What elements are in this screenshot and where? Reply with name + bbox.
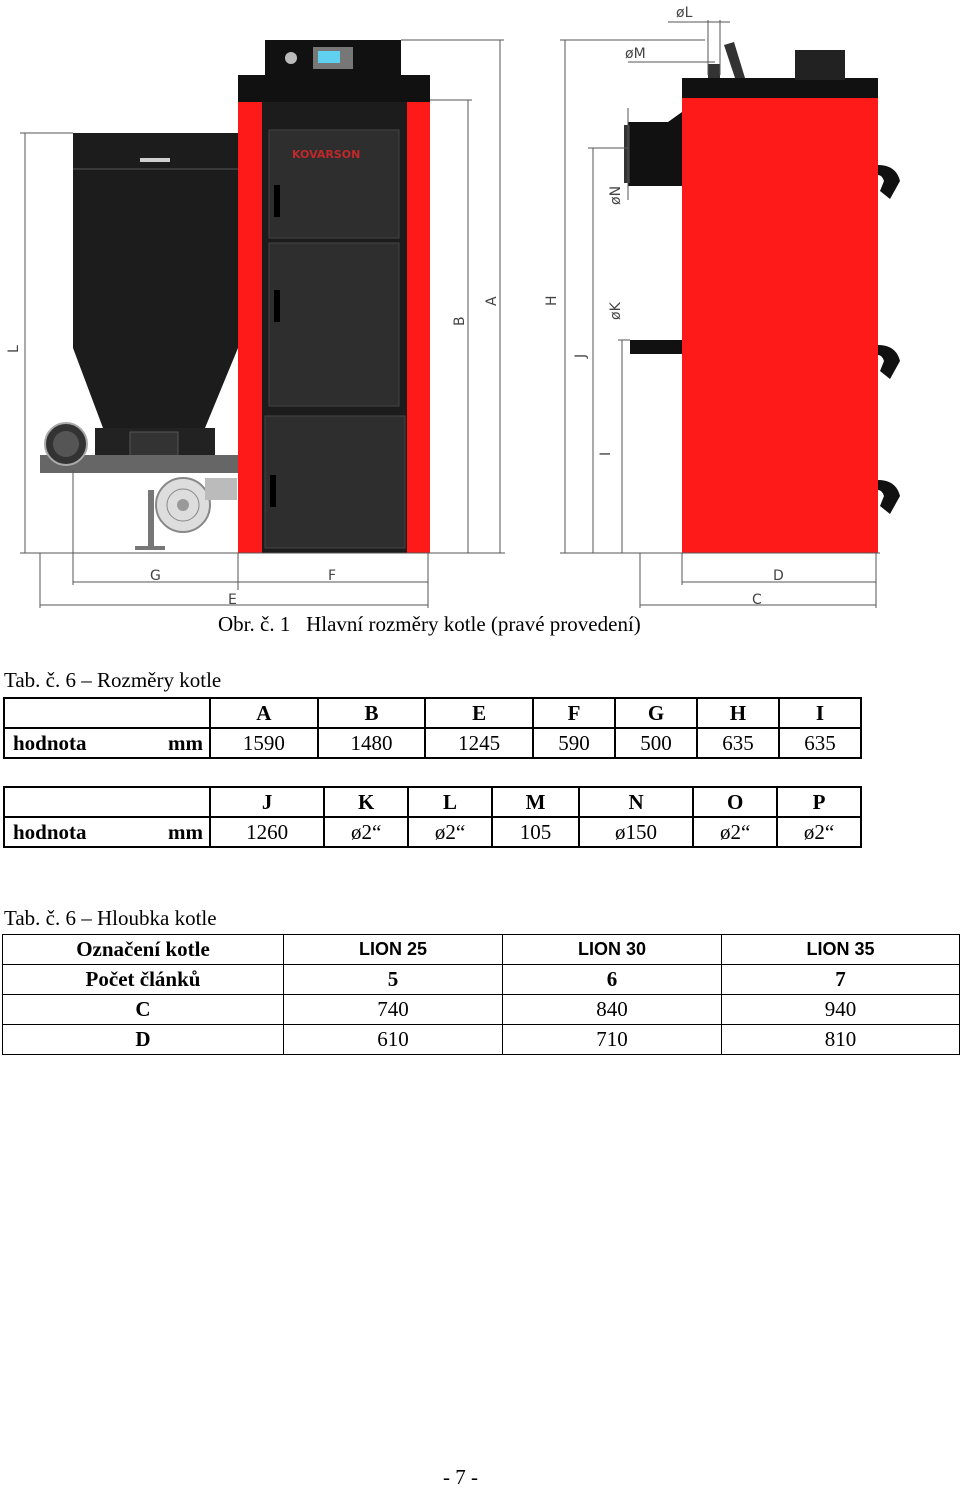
header-cell: E [425,698,533,728]
model-header: LION 35 [722,935,960,965]
depth-table [2,934,960,1055]
row-label: hodnota [4,817,155,847]
dim-D-label: D [773,568,784,584]
header-cell: J [210,787,324,817]
value-cell: 105 [492,817,579,847]
value-cell: 1245 [425,728,533,758]
page-number: - 7 - [443,1465,478,1489]
dim-H-label: H [544,295,560,306]
header-cell: I [779,698,861,728]
hopper-body [73,133,238,348]
table-row [3,1025,960,1055]
table-row [3,935,960,965]
value-cell: 5 [284,965,503,995]
dimensions-table-part2 [3,786,862,848]
header-cell: H [697,698,779,728]
header-cell: P [777,787,861,817]
header-cell: O [693,787,777,817]
value-cell: 740 [284,995,503,1025]
value-cell: 590 [533,728,615,758]
table-row [4,698,861,728]
brand-logo: KOVARSON [292,148,361,161]
value-cell: ø150 [579,817,693,847]
value-cell: 840 [503,995,722,1025]
value-cell: 810 [722,1025,960,1055]
value-cell: 610 [284,1025,503,1055]
hopper-funnel [73,348,238,428]
header-cell: L [408,787,492,817]
boiler-dimension-drawing [0,0,960,612]
lower-door [265,416,405,548]
value-cell: 635 [779,728,861,758]
dim-I-label: I [598,451,614,456]
value-cell: 1590 [210,728,318,758]
hopper-handle [140,158,170,162]
value-cell: ø2“ [777,817,861,847]
row-label: D [3,1025,284,1055]
dim-L-top-label: øL [676,5,693,21]
value-cell: ø2“ [408,817,492,847]
value-cell: ø2“ [693,817,777,847]
unit-label: mm [155,728,210,758]
middle-door [269,243,399,406]
boiler-side-casing [682,98,878,553]
header-cell: A [210,698,318,728]
pipe-K [630,340,682,354]
header-cell: M [492,787,579,817]
value-cell: ø2“ [324,817,408,847]
value-cell: 635 [697,728,779,758]
table-row [3,995,960,1025]
value-cell: 500 [615,728,697,758]
unit-label: mm [155,817,210,847]
table2-title: Tab. č. 6 – Hloubka kotle [4,906,217,930]
model-header: LION 25 [284,935,503,965]
row-label: C [3,995,284,1025]
table1-title: Tab. č. 6 – Rozměry kotle [4,668,222,692]
dim-L-label: L [6,345,22,353]
dim-F-label: F [328,568,337,584]
figure-caption: Obr. č. 1 Hlavní rozměry kotle (pravé provedení) [218,612,641,636]
model-header: LION 30 [503,935,722,965]
row-label: Označení kotle [3,935,284,965]
value-cell: 6 [503,965,722,995]
dim-C-label: C [752,592,762,608]
dim-K-label: øK [608,302,624,320]
upper-door [269,130,399,238]
header-cell: B [318,698,426,728]
dim-J-label: J [573,353,589,358]
row-label: Počet článků [3,965,284,995]
table-row [3,965,960,995]
dim-B-label: B [452,316,468,326]
value-cell: 1480 [318,728,426,758]
dim-N-label: øN [608,185,624,205]
dim-G-label: G [150,568,161,584]
value-cell: 1260 [210,817,324,847]
table-row [4,787,861,817]
header-cell: N [579,787,693,817]
dim-M-label: øM [625,46,646,62]
dim-A-label: A [484,296,500,306]
value-cell: 710 [503,1025,722,1055]
display-screen [318,51,340,63]
header-cell: G [615,698,697,728]
front-view [6,40,505,608]
table-row [4,728,861,758]
header-cell: K [324,787,408,817]
value-cell: 7 [722,965,960,995]
side-view [544,5,900,608]
value-cell: 940 [722,995,960,1025]
row-label: hodnota [4,728,155,758]
dimensions-table-part1 [3,697,862,759]
header-cell: F [533,698,615,728]
table-row [4,817,861,847]
flue-outlet [628,122,670,186]
dim-E-label: E [228,592,237,608]
